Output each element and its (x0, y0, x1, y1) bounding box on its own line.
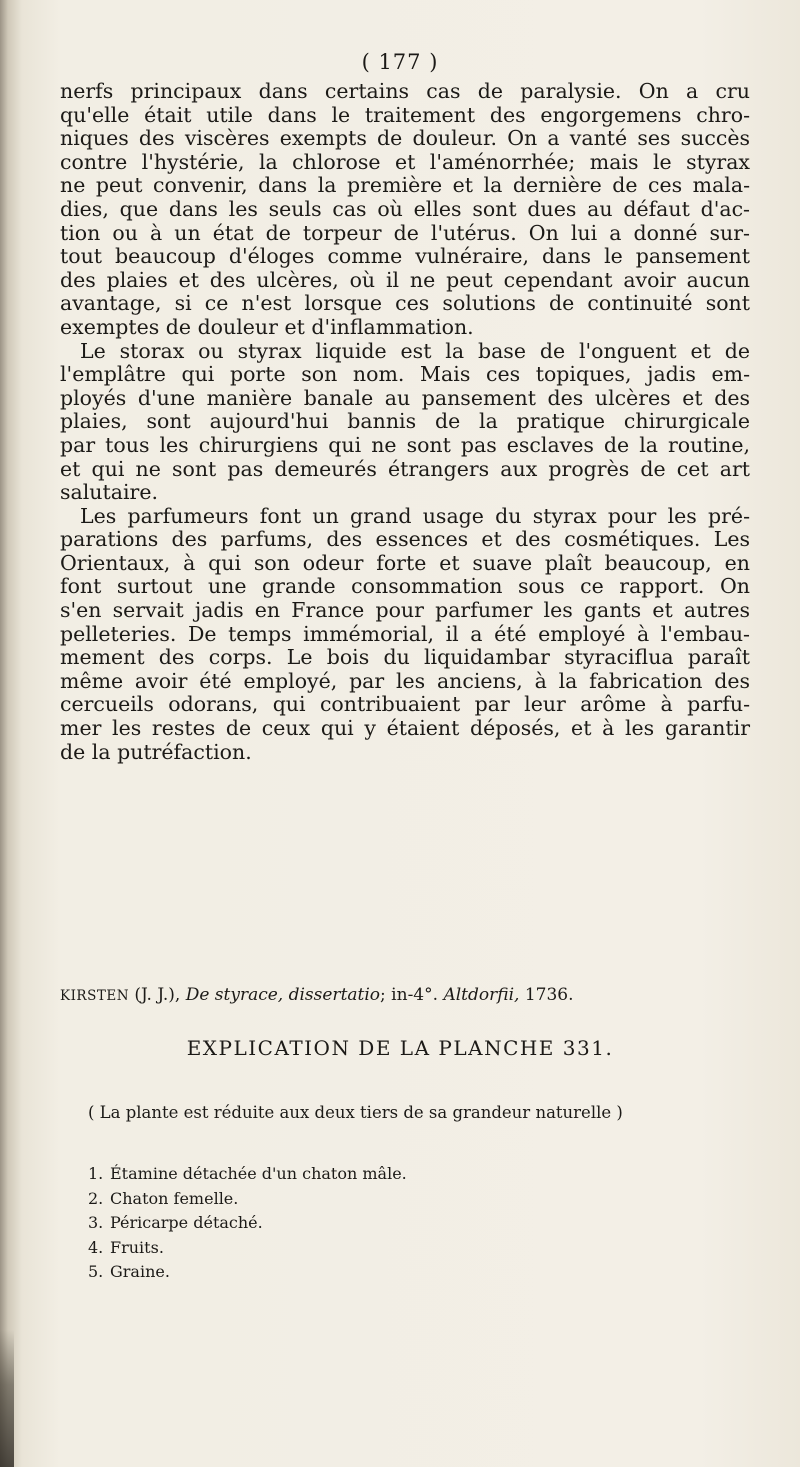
text-line: dies, que dans les seuls cas où elles sont dues au défaut d'ac- (60, 196, 750, 221)
legend-text: Péricarpe détaché. (110, 1213, 263, 1232)
text-line: des plaies et des ulcères, où il ne peut cependant avoir aucun (60, 267, 750, 292)
text-line: nerfs principaux dans certains cas de paralysie. On a cru (60, 79, 750, 103)
reference-title: De styrace, dissertatio (185, 985, 381, 1005)
text-line: avantage, si ce n'est lorsque ces solutions de continuité sont (60, 291, 750, 316)
text-line: Les parfumeurs font un grand usage du styrax pour les pré- (80, 503, 750, 528)
plate-caption: ( La plante est réduite aux deux tiers de sa grandeur naturelle ) (88, 1103, 623, 1122)
legend-item (88, 1260, 407, 1285)
text-line: qu'elle était utile dans le traitement des engorgemens chro- (60, 102, 750, 127)
legend-text: Chaton femelle. (110, 1188, 239, 1208)
reference-place: Altdorfii, (443, 985, 520, 1005)
text-line: et qui ne sont pas demeurés étrangers aux progrès de cet art (60, 456, 750, 481)
text-line: font surtout une grande consommation sous ce rapport. On (60, 574, 750, 599)
text-line: contre l'hystérie, la chlorose et l'aménorrhée; mais le styrax (60, 149, 750, 174)
text-line: l'emplâtre qui porte son nom. Mais ces topiques, jadis em- (60, 362, 750, 387)
text-line: exemptes de douleur et d'inflammation. (60, 314, 474, 339)
bibliographic-reference (60, 985, 760, 1005)
legend-item (88, 1236, 407, 1261)
text-line: salutaire. (60, 480, 158, 505)
legend-text: Étamine détachée d'un chaton mâle. (110, 1164, 407, 1183)
legend-item (88, 1162, 407, 1187)
text-line: même avoir été employé, par les anciens, à la fabrication des (60, 668, 750, 693)
text-line: mer les restes de ceux qui y étaient déposés, et à les garantir (60, 716, 750, 741)
reference-initials: (J. J.), (134, 985, 181, 1005)
reference-year: 1736. (524, 985, 574, 1005)
text-line: mement des corps. Le bois du liquidambar styraciflua paraît (60, 645, 750, 670)
legend-number: 1. (88, 1164, 104, 1183)
legend-number: 3. (88, 1213, 104, 1232)
text-line: parations des parfums, des essences et des cosmétiques. Les (60, 527, 750, 552)
page-number: ( 177 ) (361, 50, 439, 74)
legend-item (88, 1211, 407, 1236)
plate-heading: EXPLICATION DE LA PLANCHE 331. (186, 1036, 614, 1060)
text-line: tion ou à un état de torpeur de l'utérus. On lui a donné sur- (60, 220, 750, 245)
binding-shadow (0, 1330, 14, 1467)
text-line: Orientaux, à qui son odeur forte et suave plaît beaucoup, en (60, 550, 750, 575)
text-line: pelleteries. De temps immémorial, il a été employé à l'embau- (60, 621, 750, 646)
text-line: plaies, sont aujourd'hui bannis de la pratique chirurgicale (60, 409, 750, 434)
text-line: de la putréfaction. (60, 739, 252, 764)
reference-format: ; in-4°. (380, 985, 439, 1005)
text-line: tout beaucoup d'éloges comme vulnéraire, dans le pansement (60, 244, 750, 269)
text-line: par tous les chirurgiens qui ne sont pas esclaves de la routine, (60, 432, 750, 457)
plate-legend (88, 1162, 407, 1285)
legend-item (88, 1187, 407, 1212)
legend-number: 4. (88, 1237, 104, 1257)
text-line: cercueils odorans, qui contribuaient par leur arôme à parfu- (60, 692, 750, 717)
text-line: ployés d'une manière banale au pansement des ulcères et des (60, 385, 750, 410)
text-line: niques des viscères exempts de douleur. On a vanté ses succès (60, 126, 750, 151)
body-text (60, 80, 750, 764)
text-line: Le storax ou styrax liquide est la base de l'onguent et de (80, 338, 750, 363)
legend-text: Graine. (110, 1262, 170, 1281)
text-line: s'en servait jadis en France pour parfumer les gants et autres (60, 598, 750, 623)
reference-author: KIRSTEN (60, 988, 130, 1004)
text-line: ne peut convenir, dans la première et la dernière de ces mala- (60, 173, 750, 198)
legend-text: Fruits. (110, 1237, 164, 1257)
legend-number: 5. (88, 1262, 104, 1281)
legend-number: 2. (88, 1188, 104, 1208)
